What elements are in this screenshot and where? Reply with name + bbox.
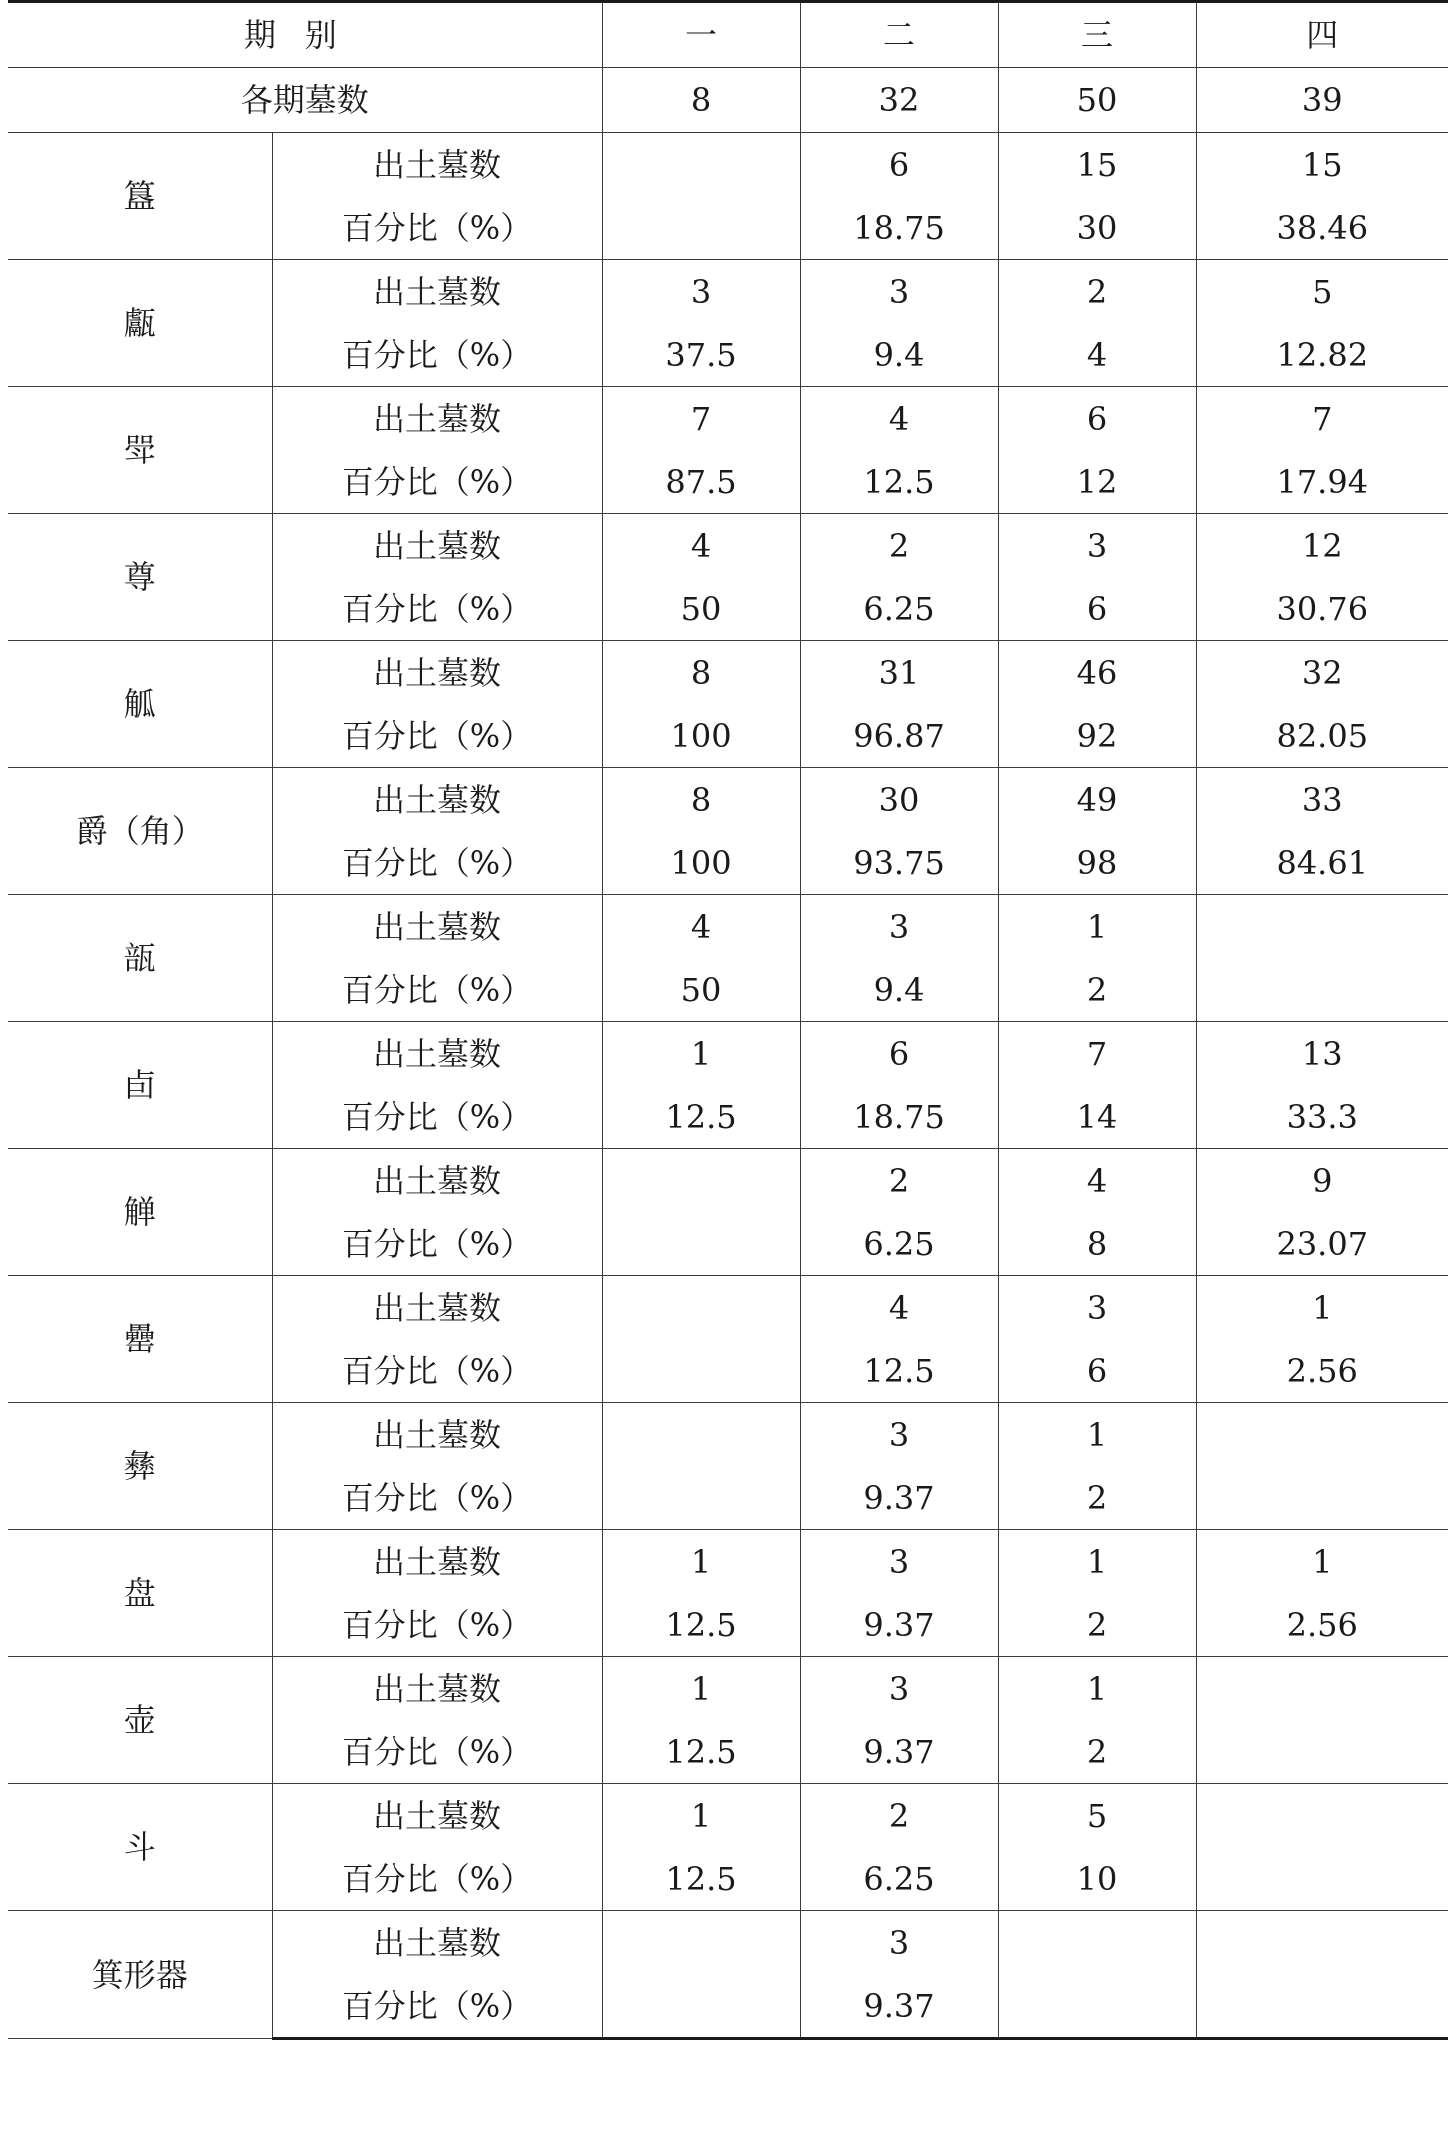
- count-value: 8: [602, 768, 800, 832]
- count-value: 3: [998, 514, 1196, 578]
- vessel-count-row: [8, 1911, 1448, 1975]
- percent-value: 38.46: [1196, 196, 1448, 260]
- percent-value: 12.5: [800, 1339, 998, 1403]
- percent-value: 92: [998, 704, 1196, 768]
- percent-label: 百分比（%）: [272, 577, 602, 641]
- tomb-count-value: 8: [602, 68, 800, 133]
- count-value: 2: [998, 260, 1196, 324]
- percent-label: 百分比（%）: [272, 196, 602, 260]
- count-value: 5: [998, 1784, 1196, 1848]
- percent-value: 12.5: [800, 450, 998, 514]
- count-value: 3: [800, 1657, 998, 1721]
- vessel-name: 斗: [8, 1784, 272, 1911]
- count-value: 3: [800, 1911, 998, 1975]
- count-value: 13: [1196, 1022, 1448, 1086]
- vessel-count-row: [8, 1784, 1448, 1848]
- count-value: 15: [998, 133, 1196, 197]
- percent-value: [1196, 1466, 1448, 1530]
- percent-value: [602, 1212, 800, 1276]
- count-value: [602, 1911, 800, 1975]
- vessel-name: 彝: [8, 1403, 272, 1530]
- percent-value: 12.5: [602, 1720, 800, 1784]
- vessel-name: 罍: [8, 1276, 272, 1403]
- percent-value: 12: [998, 450, 1196, 514]
- vessel-count-row: [8, 1022, 1448, 1086]
- percent-label: 百分比（%）: [272, 1466, 602, 1530]
- percent-value: 50: [602, 577, 800, 641]
- count-value: 3: [998, 1276, 1196, 1340]
- count-value: 6: [800, 1022, 998, 1086]
- period-3-header: 三: [998, 2, 1196, 68]
- period-2-header: 二: [800, 2, 998, 68]
- count-value: [1196, 1403, 1448, 1467]
- count-value: 12: [1196, 514, 1448, 578]
- percent-label: 百分比（%）: [272, 1339, 602, 1403]
- percent-label: 百分比（%）: [272, 1212, 602, 1276]
- percent-value: [602, 1466, 800, 1530]
- count-value: 8: [602, 641, 800, 705]
- tomb-count-row: [8, 68, 1448, 133]
- percent-label: 百分比（%）: [272, 1085, 602, 1149]
- tomb-count-value: 39: [1196, 68, 1448, 133]
- count-value: 30: [800, 768, 998, 832]
- vessel-name: 箕形器: [8, 1911, 272, 2039]
- percent-value: 4: [998, 323, 1196, 387]
- percent-label: 百分比（%）: [272, 1720, 602, 1784]
- percent-value: 9.4: [800, 958, 998, 1022]
- count-label: 出土墓数: [272, 895, 602, 959]
- percent-value: [1196, 1847, 1448, 1911]
- vessel-count-row: [8, 768, 1448, 832]
- count-value: 1: [998, 1403, 1196, 1467]
- count-value: 1: [602, 1022, 800, 1086]
- count-label: 出土墓数: [272, 1276, 602, 1340]
- percent-value: [602, 1974, 800, 2039]
- count-label: 出土墓数: [272, 387, 602, 451]
- count-value: 1: [602, 1657, 800, 1721]
- percent-value: 6.25: [800, 1212, 998, 1276]
- percent-value: 87.5: [602, 450, 800, 514]
- vessel-count-row: [8, 1403, 1448, 1467]
- count-label: 出土墓数: [272, 133, 602, 197]
- percent-value: 2.56: [1196, 1593, 1448, 1657]
- count-value: 3: [800, 895, 998, 959]
- count-label: 出土墓数: [272, 1911, 602, 1975]
- tomb-count-value: 50: [998, 68, 1196, 133]
- vessel-name: 斝: [8, 387, 272, 514]
- count-value: [602, 1403, 800, 1467]
- percent-value: 9.4: [800, 323, 998, 387]
- count-value: 1: [998, 895, 1196, 959]
- percent-value: 9.37: [800, 1466, 998, 1530]
- count-value: 2: [800, 1784, 998, 1848]
- count-value: 4: [602, 514, 800, 578]
- percent-value: 100: [602, 831, 800, 895]
- percent-value: 14: [998, 1085, 1196, 1149]
- count-value: 7: [998, 1022, 1196, 1086]
- percent-value: 17.94: [1196, 450, 1448, 514]
- vessel-count-row: [8, 387, 1448, 451]
- count-value: 49: [998, 768, 1196, 832]
- period-4-header: 四: [1196, 2, 1448, 68]
- count-label: 出土墓数: [272, 1784, 602, 1848]
- percent-value: [602, 196, 800, 260]
- count-value: 4: [998, 1149, 1196, 1213]
- count-value: [602, 1276, 800, 1340]
- count-value: [1196, 1911, 1448, 1975]
- period-header: 期别: [8, 2, 602, 68]
- percent-value: 2.56: [1196, 1339, 1448, 1403]
- count-label: 出土墓数: [272, 1657, 602, 1721]
- count-value: 4: [800, 1276, 998, 1340]
- bronze-vessel-table: [8, 0, 1448, 2040]
- percent-value: 18.75: [800, 1085, 998, 1149]
- count-label: 出土墓数: [272, 1022, 602, 1086]
- percent-value: 100: [602, 704, 800, 768]
- percent-value: 2: [998, 1593, 1196, 1657]
- percent-label: 百分比（%）: [272, 958, 602, 1022]
- percent-value: 8: [998, 1212, 1196, 1276]
- count-value: 3: [602, 260, 800, 324]
- percent-value: 18.75: [800, 196, 998, 260]
- count-label: 出土墓数: [272, 641, 602, 705]
- vessel-name: 觯: [8, 1149, 272, 1276]
- percent-label: 百分比（%）: [272, 1593, 602, 1657]
- percent-value: 6: [998, 577, 1196, 641]
- vessel-count-row: [8, 133, 1448, 197]
- count-value: 4: [602, 895, 800, 959]
- header-row: [8, 2, 1448, 68]
- vessel-count-row: [8, 1276, 1448, 1340]
- percent-value: 98: [998, 831, 1196, 895]
- count-value: 2: [800, 1149, 998, 1213]
- count-value: 31: [800, 641, 998, 705]
- count-value: 15: [1196, 133, 1448, 197]
- vessel-name: 瓿: [8, 895, 272, 1022]
- count-value: 1: [602, 1784, 800, 1848]
- percent-value: 30: [998, 196, 1196, 260]
- percent-label: 百分比（%）: [272, 704, 602, 768]
- count-value: 2: [800, 514, 998, 578]
- percent-value: 2: [998, 958, 1196, 1022]
- count-value: [1196, 895, 1448, 959]
- vessel-count-row: [8, 1149, 1448, 1213]
- percent-value: 9.37: [800, 1593, 998, 1657]
- vessel-name: 觚: [8, 641, 272, 768]
- count-value: [602, 1149, 800, 1213]
- count-label: 出土墓数: [272, 1403, 602, 1467]
- vessel-count-row: [8, 1657, 1448, 1721]
- vessel-name: 甗: [8, 260, 272, 387]
- count-value: 6: [998, 387, 1196, 451]
- count-label: 出土墓数: [272, 1149, 602, 1213]
- count-value: 3: [800, 1530, 998, 1594]
- percent-label: 百分比（%）: [272, 450, 602, 514]
- percent-value: [1196, 958, 1448, 1022]
- count-value: [998, 1911, 1196, 1975]
- count-label: 出土墓数: [272, 514, 602, 578]
- count-label: 出土墓数: [272, 1530, 602, 1594]
- percent-value: [602, 1339, 800, 1403]
- count-value: 9: [1196, 1149, 1448, 1213]
- percent-value: 12.5: [602, 1593, 800, 1657]
- vessel-count-row: [8, 895, 1448, 959]
- percent-label: 百分比（%）: [272, 831, 602, 895]
- table-body: [8, 2, 1448, 2039]
- count-value: [1196, 1784, 1448, 1848]
- percent-value: 6.25: [800, 1847, 998, 1911]
- vessel-count-row: [8, 514, 1448, 578]
- count-value: [1196, 1657, 1448, 1721]
- percent-value: 6.25: [800, 577, 998, 641]
- percent-value: [998, 1974, 1196, 2039]
- percent-value: 93.75: [800, 831, 998, 895]
- percent-value: 82.05: [1196, 704, 1448, 768]
- period-1-header: 一: [602, 2, 800, 68]
- percent-value: 9.37: [800, 1974, 998, 2039]
- count-value: 32: [1196, 641, 1448, 705]
- percent-label: 百分比（%）: [272, 1847, 602, 1911]
- count-value: [602, 133, 800, 197]
- percent-value: 12.5: [602, 1847, 800, 1911]
- percent-value: 10: [998, 1847, 1196, 1911]
- vessel-name: 爵（角）: [8, 768, 272, 895]
- percent-value: 12.5: [602, 1085, 800, 1149]
- percent-value: 96.87: [800, 704, 998, 768]
- count-value: 3: [800, 260, 998, 324]
- vessel-name: 尊: [8, 514, 272, 641]
- percent-value: 37.5: [602, 323, 800, 387]
- count-value: 3: [800, 1403, 998, 1467]
- count-value: 7: [602, 387, 800, 451]
- percent-value: 2: [998, 1720, 1196, 1784]
- count-label: 出土墓数: [272, 260, 602, 324]
- count-value: 4: [800, 387, 998, 451]
- percent-value: 33.3: [1196, 1085, 1448, 1149]
- percent-value: [1196, 1974, 1448, 2039]
- tomb-count-label: 各期墓数: [8, 68, 602, 133]
- percent-value: 50: [602, 958, 800, 1022]
- percent-value: 84.61: [1196, 831, 1448, 895]
- percent-value: 9.37: [800, 1720, 998, 1784]
- count-value: 33: [1196, 768, 1448, 832]
- percent-value: 6: [998, 1339, 1196, 1403]
- percent-value: 30.76: [1196, 577, 1448, 641]
- count-value: 1: [998, 1530, 1196, 1594]
- count-value: 1: [998, 1657, 1196, 1721]
- vessel-count-row: [8, 641, 1448, 705]
- vessel-name: 卣: [8, 1022, 272, 1149]
- percent-value: 12.82: [1196, 323, 1448, 387]
- percent-label: 百分比（%）: [272, 323, 602, 387]
- count-value: 1: [1196, 1530, 1448, 1594]
- vessel-name: 盘: [8, 1530, 272, 1657]
- vessel-count-row: [8, 260, 1448, 324]
- count-value: 7: [1196, 387, 1448, 451]
- percent-value: 23.07: [1196, 1212, 1448, 1276]
- vessel-name: 簋: [8, 133, 272, 260]
- count-value: 1: [1196, 1276, 1448, 1340]
- count-value: 1: [602, 1530, 800, 1594]
- vessel-name: 壶: [8, 1657, 272, 1784]
- count-value: 5: [1196, 260, 1448, 324]
- percent-label: 百分比（%）: [272, 1974, 602, 2039]
- count-label: 出土墓数: [272, 768, 602, 832]
- count-value: 6: [800, 133, 998, 197]
- percent-value: [1196, 1720, 1448, 1784]
- count-value: 46: [998, 641, 1196, 705]
- percent-value: 2: [998, 1466, 1196, 1530]
- vessel-count-row: [8, 1530, 1448, 1594]
- tomb-count-value: 32: [800, 68, 998, 133]
